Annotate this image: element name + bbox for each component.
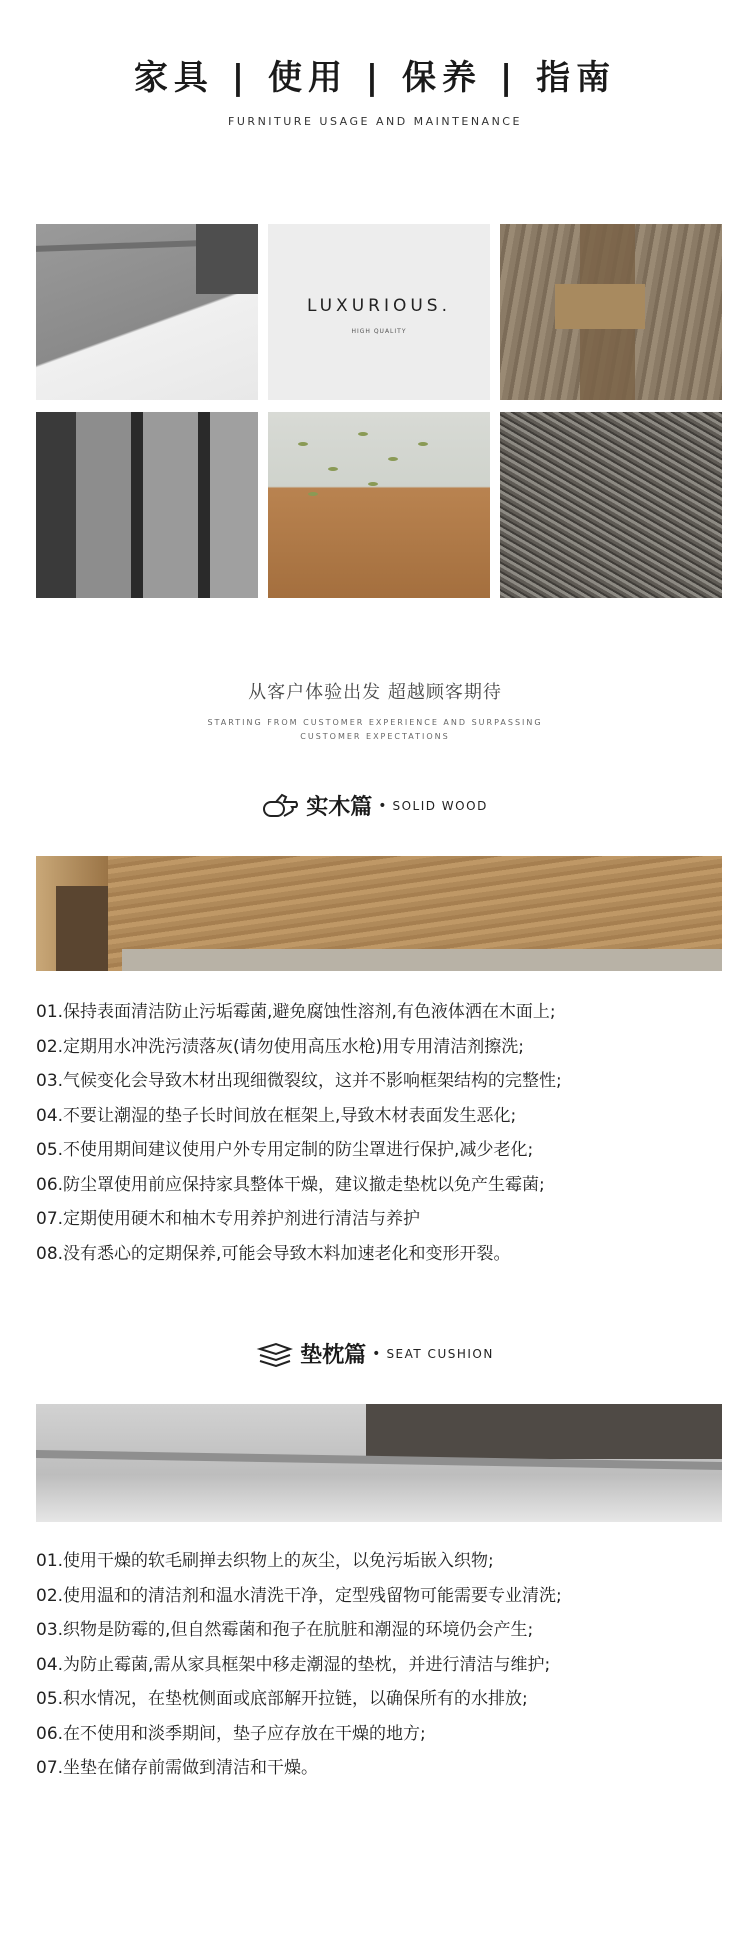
cushion-list — [36, 1544, 722, 1786]
list-item: 08.没有悉心的定期保养,可能会导致木料加速老化和变形开裂。 — [36, 1243, 511, 1264]
solid-wood-list — [36, 995, 722, 1271]
woven-rope-image — [500, 412, 722, 598]
list-item: 01.保持表面清洁防止污垢霉菌,避免腐蚀性溶剂,有色液体洒在木面上; — [36, 1002, 556, 1022]
cushion-heading — [0, 1338, 750, 1371]
solid-wood-banner-image — [36, 856, 722, 971]
list-item: 02.使用温和的清洁剂和温水清洗干净，定型残留物可能需要专业清洗; — [36, 1585, 562, 1606]
list-item: 06.防尘罩使用前应保持家具整体干燥，建议撤走垫枕以免产生霉菌; — [36, 1174, 545, 1195]
list-item: 03.气候变化会导致木材出现细微裂纹，这并不影响框架结构的完整性; — [36, 1071, 562, 1091]
cushion-banner-image — [36, 1404, 722, 1522]
plant-wood-image — [268, 412, 490, 598]
slogan-cn: 从客户体验出发 超越顾客期待 — [248, 682, 502, 703]
list-item: 01.使用干燥的软毛刷掸去织物上的灰尘，以免污垢嵌入织物; — [36, 1551, 494, 1571]
list-item: 04.不要让潮湿的垫子长时间放在框架上,导致木材表面发生恶化; — [36, 1105, 517, 1126]
cushion-title-en: SEAT CUSHION — [386, 1346, 494, 1361]
solid-wood-heading — [0, 790, 750, 823]
list-item: 05.不使用期间建议使用户外专用定制的防尘罩进行保护,减少老化; — [36, 1140, 534, 1160]
solid-wood-title-en: SOLID WOOD — [392, 798, 488, 813]
cushion-dot: • — [372, 1345, 381, 1362]
page-subtitle: FURNITURE USAGE AND MAINTENANCE — [228, 115, 522, 128]
list-item: 05.积水情况，在垫枕侧面或底部解开拉链，以确保所有的水排放; — [36, 1689, 528, 1709]
brand-tile — [268, 224, 490, 400]
list-item: 06.在不使用和淡季期间，垫子应存放在干燥的地方; — [36, 1723, 426, 1744]
metal-frame-image — [36, 412, 258, 598]
list-item: 04.为防止霉菌,需从家具框架中移走潮湿的垫枕，并进行清洁与维护; — [36, 1654, 551, 1675]
list-item: 07.坐垫在储存前需做到清洁和干燥。 — [36, 1758, 319, 1778]
list-item: 02.定期用水冲洗污渍落灰(请勿使用高压水枪)用专用清洁剂擦洗; — [36, 1036, 525, 1057]
stacked-cushion-icon — [256, 1341, 294, 1367]
wood-joint-image — [500, 224, 722, 400]
list-item: 03.织物是防霉的,但自然霉菌和孢子在肮脏和潮湿的环境仍会产生; — [36, 1620, 534, 1640]
list-item: 07.定期使用硬木和柚木专用养护剂进行清洁与养护 — [36, 1209, 421, 1229]
solid-wood-dot: • — [378, 797, 387, 814]
brand-text: LUXURIOUS. — [306, 296, 451, 316]
cushion-closeup-image — [36, 224, 258, 400]
solid-wood-title-cn: 实木篇 — [306, 795, 373, 820]
brand-subtext: HIGH QUALITY — [351, 328, 407, 335]
slogan-en: STARTING FROM CUSTOMER EXPERIENCE AND SURPASSING CUSTOMER EXPECTATIONS — [207, 718, 543, 741]
hand-wood-icon — [262, 793, 300, 819]
cushion-title-cn: 垫枕篇 — [300, 1343, 367, 1368]
page-title: 家具 | 使用 | 保养 | 指南 — [133, 58, 617, 98]
